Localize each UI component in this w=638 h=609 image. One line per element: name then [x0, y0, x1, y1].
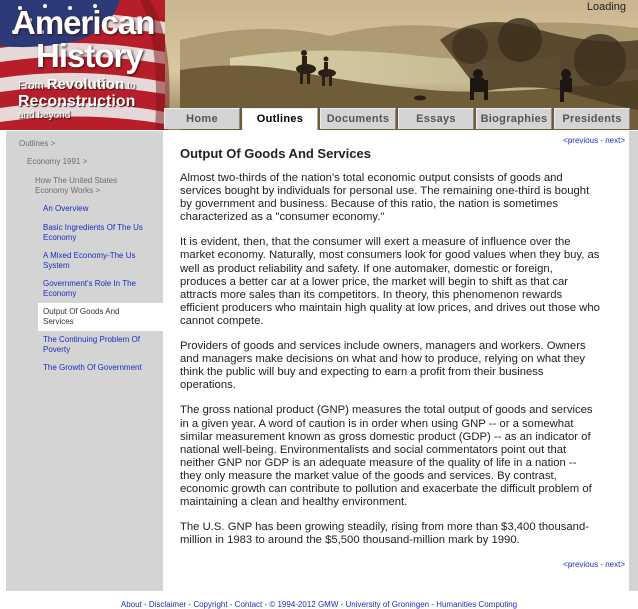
sidebar-link-outlines[interactable]: Outlines > [19, 139, 56, 148]
sidebar-item-label: Poverty [43, 345, 71, 354]
tab-documents[interactable]: Documents [320, 108, 396, 129]
logo-subtitle-from: From [18, 80, 44, 92]
sidebar [6, 131, 163, 591]
tab-outlines[interactable]: Outlines [242, 108, 318, 130]
sidebar-item-basic-ingredients[interactable] [43, 223, 143, 243]
tab-presidents[interactable]: Presidents [554, 108, 630, 129]
pager-separator: - [598, 136, 606, 145]
sidebar-item-growth-of-government[interactable]: The Growth Of Government [43, 363, 142, 372]
previous-link[interactable]: <previous [563, 136, 599, 145]
article-paragraph: Providers of goods and services include owners, managers and workers. Owners and managers make decisions on what and how to produce, relying on what they think the public will buy and expecting to earn a profit from their business operations. [180, 340, 586, 392]
tab-essays[interactable]: Essays [398, 108, 474, 129]
article-paragraph: The U.S. GNP has been growing steadily, rising from more than $3,400 thousand-million in 1983 to around the $5,500 thousand-million mark by 1990. [180, 521, 589, 547]
loading-indicator: Loading [586, 1, 626, 13]
sidebar-item-label: Government's Role In The [43, 279, 136, 288]
pager-top [563, 136, 625, 145]
logo-subtitle-revolution: Revolution [46, 76, 125, 93]
sidebar-item-continuing-problem-of-poverty[interactable] [43, 335, 140, 355]
tab-biographies[interactable]: Biographies [476, 108, 552, 129]
logo-subtitle-reconstruction: Reconstruction [18, 93, 136, 110]
sidebar-item-label: System [43, 261, 70, 270]
right-margin-panel [629, 131, 638, 591]
sidebar-item-governments-role[interactable] [43, 279, 136, 299]
sidebar-item-an-overview[interactable]: An Overview [43, 204, 89, 213]
footer-links[interactable]: About - Disclaimer - Copyright - Contact - © 1994-2012 GMW - University of Groningen - Humanities Computing [120, 600, 518, 609]
article-paragraph: The gross national product (GNP) measures the total output of goods and services in a given year. A word of caution is in order when using GNP -- or a somewhat similar measurement known as gross domestic product (GDP) -- as an indicator of national well-being. Environmentalists and social commentators point out that neither GNP nor GDP is an adequate measure of the quality of life in a nation -- they only measure the market value of the goods and services. By contrast, economic growth can contribute to pollution and exacerbate the difficult problem of maintaining a clean and healthy environment. [180, 404, 593, 509]
sidebar-item-label: The Continuing Problem Of [43, 335, 140, 344]
tab-home[interactable]: Home [164, 108, 240, 129]
sidebar-link-how-economy-works-line1: How The United States [35, 176, 118, 185]
pager-bottom [563, 560, 625, 569]
sidebar-item-label: Services [43, 317, 74, 326]
article-paragraph: Almost two-thirds of the nation's total economic output consists of goods and services bought by individuals for personal use. The remaining one-third is bought by government and business. Because of this ratio, the nation is sometimes characterized as a "consumer economy." [180, 172, 590, 224]
sidebar-link-how-economy-works-line2: Economy Works > [35, 186, 100, 195]
sidebar-link-how-economy-works[interactable] [35, 176, 117, 196]
sidebar-item-label: Basic Ingredients Of The Us [43, 223, 143, 232]
site-logo[interactable] [12, 6, 154, 122]
site-footer [0, 591, 638, 609]
sidebar-item-label: Economy [43, 233, 77, 242]
sidebar-item-mixed-economy[interactable] [43, 251, 135, 271]
logo-title-line2: History [36, 37, 143, 74]
sidebar-item-active-label [43, 307, 120, 327]
pager-separator: - [598, 560, 606, 569]
sidebar-item-label: Output Of Goods And [43, 307, 120, 316]
logo-subtitle-line1 [12, 78, 154, 94]
logo-subtitle-to: to [127, 81, 136, 92]
logo-title-line1: American [12, 4, 155, 41]
main-nav [164, 108, 638, 130]
logo-subtitle-beyond: and beyond [18, 110, 71, 121]
next-link[interactable]: next> [605, 560, 625, 569]
sidebar-link-economy-1991[interactable]: Economy 1991 > [27, 157, 88, 166]
previous-link[interactable]: <previous [563, 560, 599, 569]
article-body [180, 172, 600, 559]
sidebar-item-label: A Mixed Economy-The Us [43, 251, 136, 260]
sidebar-item-output-of-goods-active[interactable] [38, 303, 163, 331]
page-title: Output Of Goods And Services [180, 146, 371, 161]
article-paragraph: It is evident, then, that the consumer will exert a measure of influence over the market economy. Naturally, most consumers look for good values when they buy, as well as product reliability and safety. If one automaker, domestic or foreign, produces a better car at a lower price, the market will begin to shift as that car attracts more sales than its competitors. In theory, this phenomenon rewards efficient producers who maintain high quality at low prices, and drives out those who cannot compete. [180, 236, 600, 327]
main-content [163, 131, 629, 591]
sidebar-item-label: Economy [43, 289, 77, 298]
next-link[interactable]: next> [605, 136, 625, 145]
